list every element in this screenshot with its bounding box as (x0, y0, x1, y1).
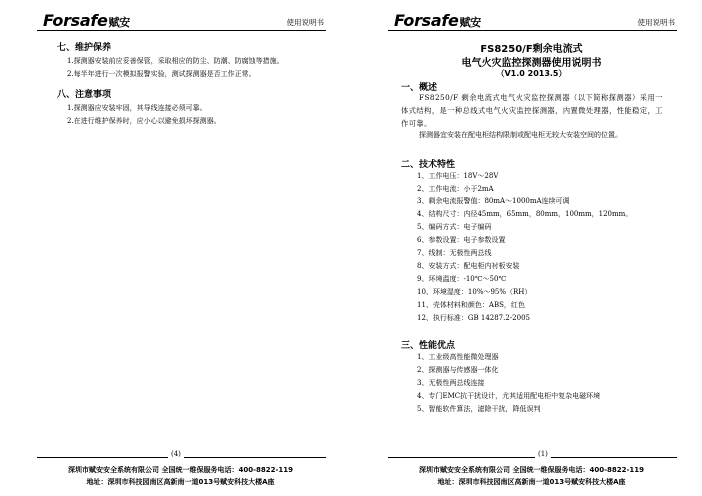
section-title-maintenance: 七、维护保养 (57, 43, 112, 53)
feature-item: 2、探测器与传感器一体化 (417, 366, 499, 374)
spec-item: 5、编码方式：电子编码 (417, 223, 492, 231)
spec-item: 2、工作电流：小于2mA (417, 185, 494, 193)
right-page (351, 0, 702, 496)
section-title-specs: 二、技术特性 (401, 160, 456, 170)
doc-title-line2: 电气火灾监控探测器使用说明书 (461, 58, 602, 69)
spec-item: 8、安装方式：配电柜内衬板安装 (417, 262, 520, 270)
spec-item: 12、执行标准：GB 14287.2-2005 (417, 314, 530, 322)
brand-logo: Forsafe赋安 (43, 11, 131, 30)
doc-title-line1: FS8250/F剩余电流式 (480, 44, 583, 55)
notes-item: 1.探测器应安装牢固，其导线连接必须可靠。 (67, 104, 207, 112)
maintenance-item: 1.探测器安装前应妥善保管，采取相应的防尘、防潮、防腐蚀等措施。 (67, 57, 284, 65)
footer-address: 地址：深圳市科技园南区高新南一道013号赋安科技大楼A座 (86, 478, 275, 486)
page-header (388, 10, 677, 31)
footer-company: 深圳市赋安安全系统有限公司 全国统一维保服务电话：400-8822-119 (419, 466, 644, 474)
notes-item: 2.在进行维护保养时，应小心以避免损坏探测器。 (67, 117, 221, 125)
spec-item: 6、参数设置：电子参数设置 (417, 236, 506, 244)
section-title-features: 三、性能优点 (401, 341, 456, 351)
feature-item: 4、专门EMC抗干扰设计，尤其适用配电柜中复杂电磁环境 (417, 392, 601, 400)
footer-divider (388, 457, 677, 458)
spec-item: 10、环境湿度：10%～95%（RH） (417, 288, 532, 296)
footer-address: 地址：深圳市科技园南区高新南一道013号赋安科技大楼A座 (437, 478, 626, 486)
spec-item: 9、环境温度：-10℃～50℃ (417, 275, 507, 283)
spec-item: 3、剩余电流报警值：80mA～1000mA连续可调 (417, 197, 570, 205)
section-title-notes: 八、注意事项 (57, 90, 112, 100)
spec-item: 1、工作电压：18V～28V (417, 172, 499, 180)
page-header (37, 10, 326, 31)
footer-company: 深圳市赋安安全系统有限公司 全国统一维保服务电话：400-8822-119 (68, 466, 293, 474)
manual-label: 使用说明书 (286, 18, 324, 27)
spec-item: 4、结构尺寸：内径45mm，65mm，80mm，100mm，120mm。 (417, 210, 633, 218)
spec-item: 7、线制：无极性两总线 (417, 249, 492, 257)
overview-paragraph: 探测器宜安装在配电柜结构限制或配电柜无较大安装空间的位置。 (419, 131, 622, 139)
maintenance-item: 2.每半年进行一次模拟报警实验，测试探测器是否工作正常。 (67, 70, 256, 78)
page-number: (4) (168, 450, 184, 458)
overview-paragraph: FS8250/F 剩余电流式电气火灾监控探测器（以下简称探测器）采用一体式结构，是一种总线式电气火灾监控探测器，内置微处理器，性能稳定，工作可靠。 (401, 93, 663, 128)
manual-label: 使用说明书 (637, 18, 675, 27)
feature-item: 1、工业级高性能微处理器 (417, 353, 499, 361)
section-title-overview: 一、概述 (401, 83, 438, 93)
doc-version: （V1.0 2013.5） (496, 69, 567, 78)
feature-item: 3、无极性两总线连接 (417, 379, 485, 387)
feature-item: 5、智能软件算法，滤除干扰，降低误判 (417, 405, 541, 413)
brand-logo: Forsafe赋安 (394, 11, 482, 30)
spec-item: 11、壳体材料和颜色：ABS，红色 (417, 301, 525, 309)
page-number: (1) (535, 450, 551, 458)
